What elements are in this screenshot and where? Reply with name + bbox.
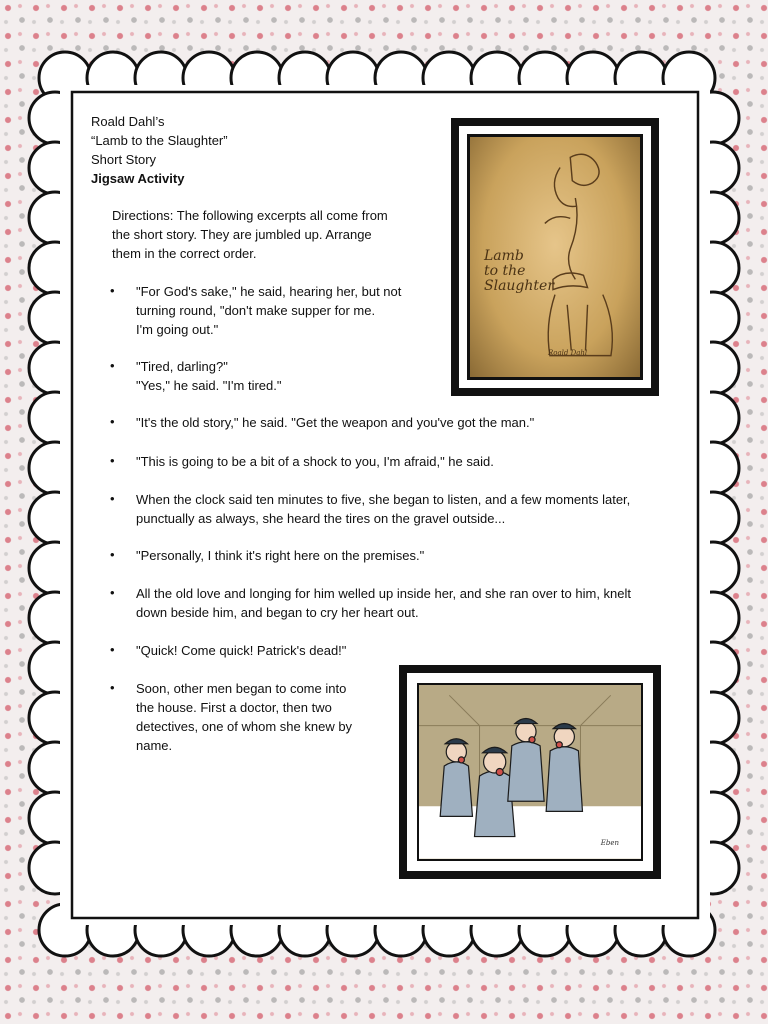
excerpt-2-line-2: "Yes," he said. "I'm tired." — [136, 378, 282, 393]
excerpt-5-line-1: When the clock said ten minutes to five, she began to listen, and a few moments later, — [136, 492, 631, 507]
excerpt-3-line-1: "It's the old story," he said. "Get the weapon and you've got the man." — [136, 415, 535, 430]
author-line: Roald Dahl’s — [91, 114, 165, 129]
directions-line-1: Directions: The following excerpts all come from — [112, 208, 388, 223]
directions-line-2: the short story. They are jumbled up. Arrange — [112, 227, 372, 242]
cover-byline: Roald Dahl — [548, 349, 588, 357]
excerpt-9-line-4: name. — [136, 738, 173, 753]
police-illustration — [399, 665, 661, 879]
bullet-icon: • — [110, 358, 115, 373]
excerpt-1-line-3: I'm going out." — [136, 322, 219, 337]
excerpt-4-line-1: "This is going to be a bit of a shock to you, I'm afraid," he said. — [136, 454, 494, 469]
bullet-icon: • — [110, 283, 115, 298]
bullet-icon: • — [110, 642, 115, 657]
book-cover-image — [451, 118, 659, 396]
bullet-icon: • — [110, 491, 115, 506]
directions-line-3: them in the correct order. — [112, 246, 257, 261]
excerpt-5-line-2: punctually as always, she heard the tires on the gravel outside... — [136, 511, 506, 526]
excerpt-7-line-2: down beside him, and began to cry her heart out. — [136, 605, 419, 620]
excerpt-6-line-1: "Personally, I think it's right here on the premises." — [136, 548, 425, 563]
excerpt-9-line-3: detectives, one of whom she knew by — [136, 719, 353, 734]
bullet-icon: • — [110, 585, 115, 600]
bullet-icon: • — [110, 453, 115, 468]
excerpt-9-line-2: the house. First a doctor, then two — [136, 700, 332, 715]
excerpt-7-line-1: All the old love and longing for him welled up inside her, and she ran over to him, knelt — [136, 586, 632, 601]
excerpt-8-line-1: "Quick! Come quick! Patrick's dead!" — [136, 643, 347, 658]
bullet-icon: • — [110, 414, 115, 429]
story-title: “Lamb to the Slaughter” — [91, 133, 228, 148]
detectives-scene — [419, 685, 641, 859]
excerpt-1-line-2: turning round, "don't make supper for me. — [136, 303, 376, 318]
bullet-icon: • — [110, 547, 115, 562]
genre-line: Short Story — [91, 152, 157, 167]
bullet-icon: • — [110, 680, 115, 695]
artist-signature: Eben — [600, 839, 619, 847]
excerpt-1-line-1: "For God's sake," he said, hearing her, but not — [136, 284, 402, 299]
excerpt-9-line-1: Soon, other men began to come into — [136, 681, 347, 696]
activity-title: Jigsaw Activity — [91, 171, 185, 186]
excerpt-2-line-1: "Tired, darling?" — [136, 359, 228, 374]
cover-title-art: Lamb to the Slaughter — [484, 248, 555, 294]
